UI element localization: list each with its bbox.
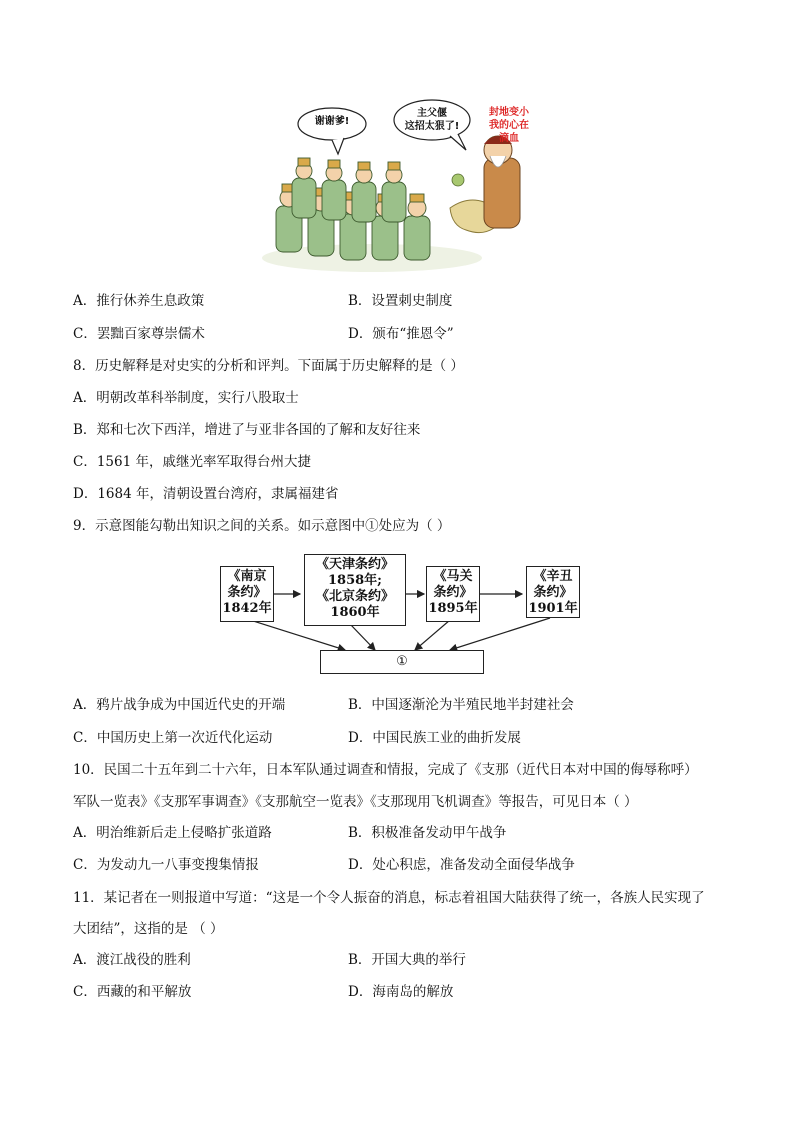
q11-option-d[interactable]: D．海南岛的解放: [348, 984, 454, 1000]
box-maguan-line-2: 条约》: [433, 585, 473, 600]
q7-option-c[interactable]: C．罢黜百家尊崇儒术: [73, 326, 205, 342]
q11-option-b[interactable]: B．开国大典的举行: [348, 952, 466, 968]
bubble-text-zhufuyan: [396, 107, 468, 133]
q10-option-b[interactable]: B．积极准备发动甲午战争: [348, 825, 507, 841]
q11-option-a[interactable]: A．渡江战役的胜利: [73, 952, 191, 968]
box-tianjin-beijing-treaty: [304, 554, 406, 626]
q11-option-c[interactable]: C．西藏的和平解放: [73, 984, 192, 1000]
box-maguan-treaty: [426, 566, 480, 622]
q10-option-d[interactable]: D．处心积虑，准备发动全面侵华战争: [348, 857, 575, 873]
box-nanjing-treaty: [220, 566, 274, 622]
q8-option-d[interactable]: D．1684 年，清朝设置台湾府，隶属福建省: [73, 486, 339, 502]
result-label: ①: [396, 654, 408, 669]
box-nanjing-line-3: 1842年: [222, 601, 272, 616]
bubble-line-2: 这招太狠了!: [404, 121, 460, 132]
box-maguan-line-3: 1895年: [428, 601, 478, 616]
bubble-line-1: 主父偃: [417, 108, 447, 119]
box-maguan-line-1: 《马关: [433, 569, 473, 584]
q9-option-a[interactable]: A．鸦片战争成为中国近代史的开端: [73, 697, 286, 713]
q10-stem-line-2: 军队一览表》《支那军事调查》《支那航空一览表》《支那现用飞机调查》等报告，可见日本（ ）: [73, 794, 638, 810]
q8-stem: 8．历史解释是对史实的分析和评判。下面属于历史解释的是（ ）: [73, 358, 464, 374]
q7-option-a[interactable]: A．推行休养生息政策: [73, 293, 205, 309]
box-xinchou-treaty: [526, 566, 580, 618]
cartoon-illustration: [262, 98, 540, 276]
box-tianjin-line-1: 《天津条约》: [315, 557, 394, 572]
q9-option-b[interactable]: B．中国逐渐沦为半殖民地半封建社会: [348, 697, 574, 713]
red-caption-line-3: 滴血: [499, 133, 519, 144]
q9-option-c[interactable]: C．中国历史上第一次近代化运动: [73, 730, 273, 746]
q11-stem-line-1: 11．某记者在一则报道中写道：“这是一个令人振奋的消息，标志着祖国大陆获得了统一，各族人民实现了: [73, 890, 705, 906]
box-xinchou-line-3: 1901年: [528, 601, 578, 616]
q7-option-d[interactable]: D．颁布“推恩令”: [348, 326, 454, 342]
bubble-text-thanks: 谢谢爹!: [314, 116, 350, 127]
red-caption: [480, 106, 538, 145]
box-nanjing-line-1: 《南京: [227, 569, 267, 584]
q8-option-c[interactable]: C．1561 年，戚继光率军取得台州大捷: [73, 454, 311, 470]
box-tianjin-line-4: 1860年: [330, 605, 380, 620]
q10-stem-line-1: 10．民国二十五年到二十六年，日本军队通过调查和情报，完成了《支那（近代日本对中国的侮辱称呼）: [73, 762, 698, 778]
box-result-blank: [320, 650, 484, 674]
q11-stem-line-2: 大团结”，这指的是 （ ）: [73, 921, 224, 937]
treaty-diagram: [220, 554, 580, 682]
box-tianjin-line-2: 1858年;: [328, 573, 382, 588]
box-nanjing-line-2: 条约》: [227, 585, 267, 600]
q7-option-b[interactable]: B．设置刺史制度: [348, 293, 453, 309]
q9-stem: 9．示意图能勾勒出知识之间的关系。如示意图中①处应为（ ）: [73, 518, 451, 534]
box-tianjin-line-3: 《北京条约》: [315, 589, 394, 604]
q10-option-a[interactable]: A．明治维新后走上侵略扩张道路: [73, 825, 272, 841]
box-xinchou-line-1: 《辛丑: [533, 569, 573, 584]
box-xinchou-line-2: 条约》: [533, 585, 573, 600]
red-caption-line-1: 封地变小: [489, 107, 529, 118]
q10-option-c[interactable]: C．为发动九一八事变搜集情报: [73, 857, 259, 873]
q8-option-b[interactable]: B．郑和七次下西洋，增进了与亚非各国的了解和友好往来: [73, 422, 421, 438]
q9-option-d[interactable]: D．中国民族工业的曲折发展: [348, 730, 521, 746]
red-caption-line-2: 我的心在: [489, 120, 529, 131]
q8-option-a[interactable]: A．明朝改革科举制度，实行八股取士: [73, 390, 299, 406]
